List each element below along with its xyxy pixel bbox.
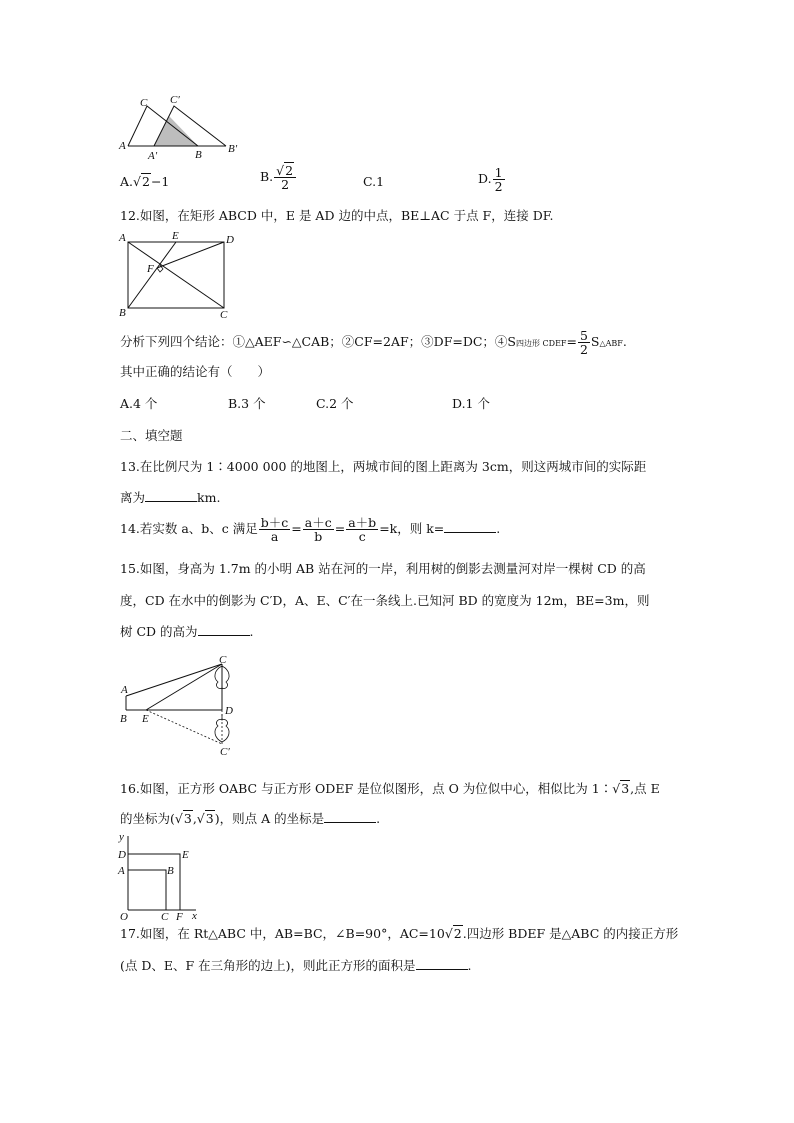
label-d: D [225,705,233,717]
label-b: B [120,713,127,725]
label-e: E [172,230,179,242]
q12-option-a: A.4 个 [120,396,158,411]
label-d: D [118,849,126,861]
label-f: F [176,911,183,920]
q15-line3: 树 CD 的高为 . [120,624,254,639]
label-o: O [120,911,128,920]
answer-blank[interactable] [324,810,376,823]
q12-analysis: 分析下列四个结论：①△AEF∽△CAB；②CF=2AF；③DF=DC；④S四边形 CDEF= $\frac{5}{2}$ S△ABF. [120,328,627,357]
q12-question: 其中正确的结论有（ ） [120,364,271,379]
q11-option-d: D. $\frac{1}{2}$ [478,165,503,194]
q14-line: 14.若实数 a、b、c 满足 $\frac{b+c}{a}$ = $\frac{a+c}{b}$ = $\frac{a+b}{c}$ =k，则 k= . [120,515,501,544]
label-e: E [182,849,189,861]
q16-line2: 的坐标为(√3,√3)，则点 A 的坐标是 . [120,811,381,826]
diagonal-ac [128,242,224,308]
q13-line2: 离为 km. [120,490,221,505]
label-c-prime: C′ [220,746,230,756]
q17-line1: 17.如图，在 Rt△ABC 中，AB=BC，∠B=90°，AC=10√2.四边形 BDEF 是△ABC 的内接正方形 [120,926,679,941]
label-e: E [142,713,149,725]
shaded-region [154,116,198,146]
q12-stem: 12.如图，在矩形 ABCD 中，E 是 AD 边的中点，BE⊥AC 于点 F，连接 DF. [120,208,554,223]
square-oabc [128,870,166,910]
sightline-ec-prime [146,710,222,744]
label-a: A [121,684,128,696]
segment-be [128,242,176,308]
label-b: B [167,865,174,877]
answer-blank[interactable] [145,489,197,502]
label-c: C [220,309,228,320]
label-a: A [119,232,126,244]
label-b: B [195,149,202,161]
answer-blank[interactable] [444,520,496,533]
q12-option-c: C.2 个 [316,396,354,411]
square-odef [128,854,180,910]
q15-line2: 度，CD 在水中的倒影为 C′D，A、E、C′在一条线上.已知河 BD 的宽度为 12m，BE=3m，则 [120,593,650,608]
label-x: x [192,910,197,920]
label-c: C [161,911,169,920]
label-b-prime: B′ [228,143,238,155]
q17-line2: (点 D、E、F 在三角形的边上)，则此正方形的面积是 . [120,958,472,973]
label-a-prime: A′ [148,150,158,162]
answer-blank[interactable] [416,957,468,970]
figure-q16-coordinate-squares [116,830,206,920]
q12-option-b: B.3 个 [228,396,266,411]
q16-line1: 16.如图，正方形 OABC 与正方形 ODEF 是位似图形，点 O 为位似中心，相似比为 1∶√3,点 E [120,781,660,796]
figure-q12-rectangle [116,228,246,320]
q13-line1: 13.在比例尺为 1∶4000 000 的地图上，两城市间的图上距离为 3cm，则这两城市间的实际距 [120,459,647,474]
label-c-prime: C′ [170,94,180,106]
figure-q15-river-reflection [116,652,256,756]
sightline-ac [126,664,222,696]
section-title-fill-in: 二、填空题 [120,428,183,443]
q11-option-a: A.√2−1 [120,174,170,189]
answer-blank[interactable] [198,623,250,636]
label-b: B [119,307,126,319]
label-c: C [140,97,148,109]
label-f: F [147,263,154,275]
label-c: C [219,654,227,666]
label-y: y [119,831,124,843]
label-d: D [226,234,234,246]
figure-q11-triangles [118,92,248,162]
label-a: A [118,865,125,877]
label-a: A [119,140,126,152]
q11-option-c: C.1 [363,174,385,189]
q15-line1: 15.如图，身高为 1.7m 的小明 AB 站在河的一岸，利用树的倒影去测量河对岸一棵树 CD 的高 [120,561,646,576]
segment-ec [146,664,222,710]
q12-option-d: D.1 个 [452,396,490,411]
q11-option-b: B. $\frac{√2}{2}$ [260,164,297,191]
